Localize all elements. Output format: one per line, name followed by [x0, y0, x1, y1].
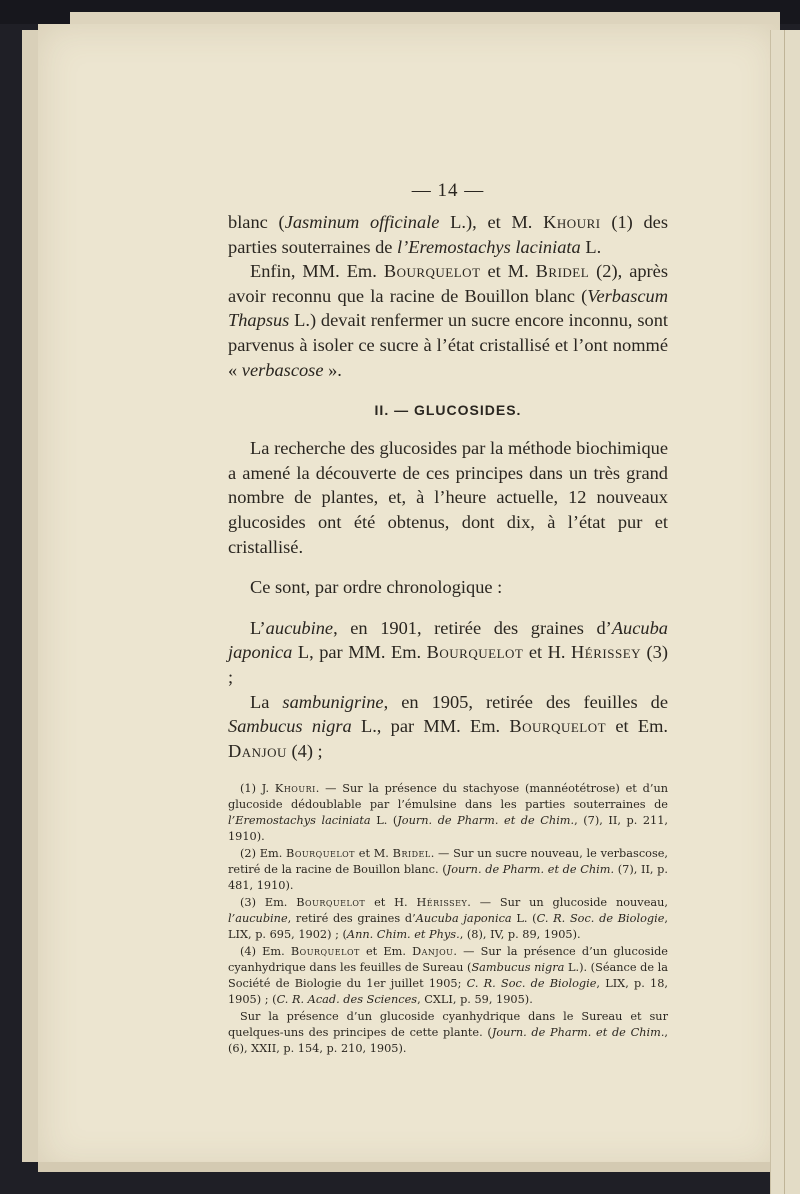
text-run: Bridel	[392, 847, 431, 861]
paragraph-khouri	[228, 210, 668, 259]
text-run: sambunigrine	[282, 691, 384, 712]
text-run: (2), après avoir reconnu que la racine de Bouillon blanc (	[228, 261, 668, 306]
paragraph-chronological	[228, 575, 668, 600]
text-run: Bourquelot	[426, 642, 524, 663]
text-run: , en 1905, retirée des feuilles de	[383, 691, 668, 712]
text-run: C. R. Soc. de Biologie	[536, 912, 665, 926]
text-run: L.	[580, 236, 602, 257]
text-run: et Em.	[359, 945, 413, 959]
paragraph-aucubine	[228, 616, 668, 690]
footnote-2	[228, 846, 668, 894]
text-run: Danjou	[412, 945, 454, 959]
text-run: , retiré des graines d’	[287, 912, 416, 926]
text-run: , (7), II, p. 211, 1910).	[228, 814, 668, 844]
paragraph-glucosides-intro	[228, 436, 668, 559]
text-run: Bourquelot	[509, 716, 607, 737]
text-run: (3) ;	[228, 642, 668, 687]
text-run: La recherche des glucosides par la méthode biochimique a amené la découverte de ces principes dans un très grand nombre de plantes, et, à l’heure actuelle, 12 nouveaux glucosides ont été obtenus, dont dix, à l’état pur et cristallisé.	[228, 438, 668, 557]
text-run: , en 1901, retirée des graines d’	[333, 617, 612, 638]
text-run: Enfin, MM. Em.	[250, 261, 384, 282]
text-run: Jasminum officinale	[284, 212, 440, 232]
text-run: Bourquelot	[296, 896, 366, 910]
footnote-1	[228, 781, 668, 845]
adjacent-page-strip	[770, 30, 800, 1194]
text-run: , LIX, p. 18, 1905) ; (	[228, 977, 669, 1007]
text-run: Sambucus nigra	[471, 961, 565, 975]
paragraph-verbascose	[228, 259, 668, 382]
text-run: (1) J.	[240, 782, 275, 796]
text-run: L., par MM. Em.	[351, 716, 510, 737]
text-run: L.) devait renfermer un sucre encore inconnu, sont parvenus à isoler ce sucre à l’état cristallisé et l’ont nommé «	[228, 310, 668, 380]
text-run: ».	[323, 359, 342, 380]
text-run: . — Sur la présence du stachyose (mannéotétrose) et d’un glucoside dédoublable par l’émulsine dans les parties souterraines de	[228, 782, 668, 812]
text-run: (2) Em.	[240, 847, 287, 861]
text-run: , CXLI, p. 59, 1905).	[417, 993, 533, 1007]
text-run: C. R. Acad. des Sciences	[276, 993, 418, 1007]
section-heading-glucosides: II. — GLUCOSIDES.	[374, 402, 522, 419]
page-content	[228, 180, 668, 1057]
text-run: L.), et M.	[439, 212, 544, 232]
text-run: blanc (	[228, 212, 285, 232]
page-edge-bottom	[38, 1162, 780, 1172]
text-run: Bourquelot	[383, 261, 481, 282]
text-run: L.). (Séance de la Société de Biologie du 1er juillet 1905;	[228, 961, 668, 991]
text-run: La	[250, 691, 283, 712]
text-run: Khouri	[543, 212, 601, 232]
text-run: , LIX, p. 695, 1902) ; (	[228, 912, 668, 942]
text-run: Journ. de Pharm. et de Chim.	[446, 863, 615, 877]
text-run: . — Sur la présence d’un glucoside cyanhydrique dans les feuilles de Sureau (	[228, 945, 668, 975]
text-run: L’	[250, 617, 266, 638]
text-run: Ann. Chim. et Phys.	[346, 928, 460, 942]
text-run: (7), II, p. 481, 1910).	[228, 863, 668, 893]
text-run: Khouri	[274, 782, 316, 796]
text-run: C. R. Soc. de Biologie	[466, 977, 597, 991]
footnote-4	[228, 944, 668, 1008]
text-run: , (8), IV, p. 89, 1905).	[459, 928, 581, 942]
text-run: . — Sur un glucoside nouveau,	[467, 896, 668, 910]
text-run: l’Eremostachys laciniata	[228, 814, 371, 828]
page-number: — 14 —	[411, 180, 485, 201]
text-run: Aucuba japonica	[228, 617, 668, 663]
text-run: l’Eremostachys laciniata	[397, 236, 581, 257]
text-run: . — Sur un sucre nouveau, le verbascose, retiré de la racine de Bouillon blanc. (	[228, 847, 669, 877]
text-run: Ce sont, par ordre chronologique :	[250, 577, 503, 598]
text-run: et M.	[480, 261, 536, 282]
text-run: Danjou	[228, 740, 287, 761]
paragraph-sambunigrine	[228, 690, 668, 764]
text-run: (3) Em.	[240, 896, 297, 910]
text-run: L. (	[511, 912, 537, 926]
text-run: Bridel	[535, 261, 590, 282]
text-run: Sur la présence d’un glucoside cyanhydrique dans le Sureau et sur quelques-uns des principes de cette plante. (	[228, 1010, 668, 1040]
page-gutter-line	[784, 30, 785, 1194]
footnotes	[228, 781, 668, 1057]
footnote-4-continued	[228, 1009, 668, 1057]
text-run: et H.	[365, 896, 417, 910]
text-run: Journ. de Pharm. et de Chim.	[491, 1026, 665, 1040]
text-run: , (6), XXII, p. 154, p. 210, 1905).	[228, 1026, 668, 1056]
text-run: Hérissey	[416, 896, 468, 910]
text-run: L, par MM. Em.	[292, 642, 427, 663]
text-run: Sambucus nigra	[228, 716, 352, 737]
text-run: et Em.	[606, 716, 669, 737]
text-run: Bourquelot	[286, 847, 356, 861]
text-run: Aucuba japonica	[415, 912, 512, 926]
text-run: Bourquelot	[290, 945, 360, 959]
text-run: (1) des parties souterraines de	[228, 212, 669, 257]
text-run: (4) ;	[286, 740, 323, 761]
text-run: et M.	[355, 847, 393, 861]
text-run: aucubine	[265, 617, 334, 638]
footnote-3	[228, 895, 668, 943]
text-run: Journ. de Pharm. et de Chim.	[397, 814, 575, 828]
text-run: (4) Em.	[240, 945, 291, 959]
text-run: L. (	[370, 814, 398, 828]
text-run: verbascose	[241, 359, 324, 380]
text-run: l’aucubine	[228, 912, 288, 926]
text-run: Hérissey	[571, 642, 642, 663]
text-run: et H.	[523, 642, 572, 663]
text-run: Verbascum Thapsus	[228, 285, 668, 331]
